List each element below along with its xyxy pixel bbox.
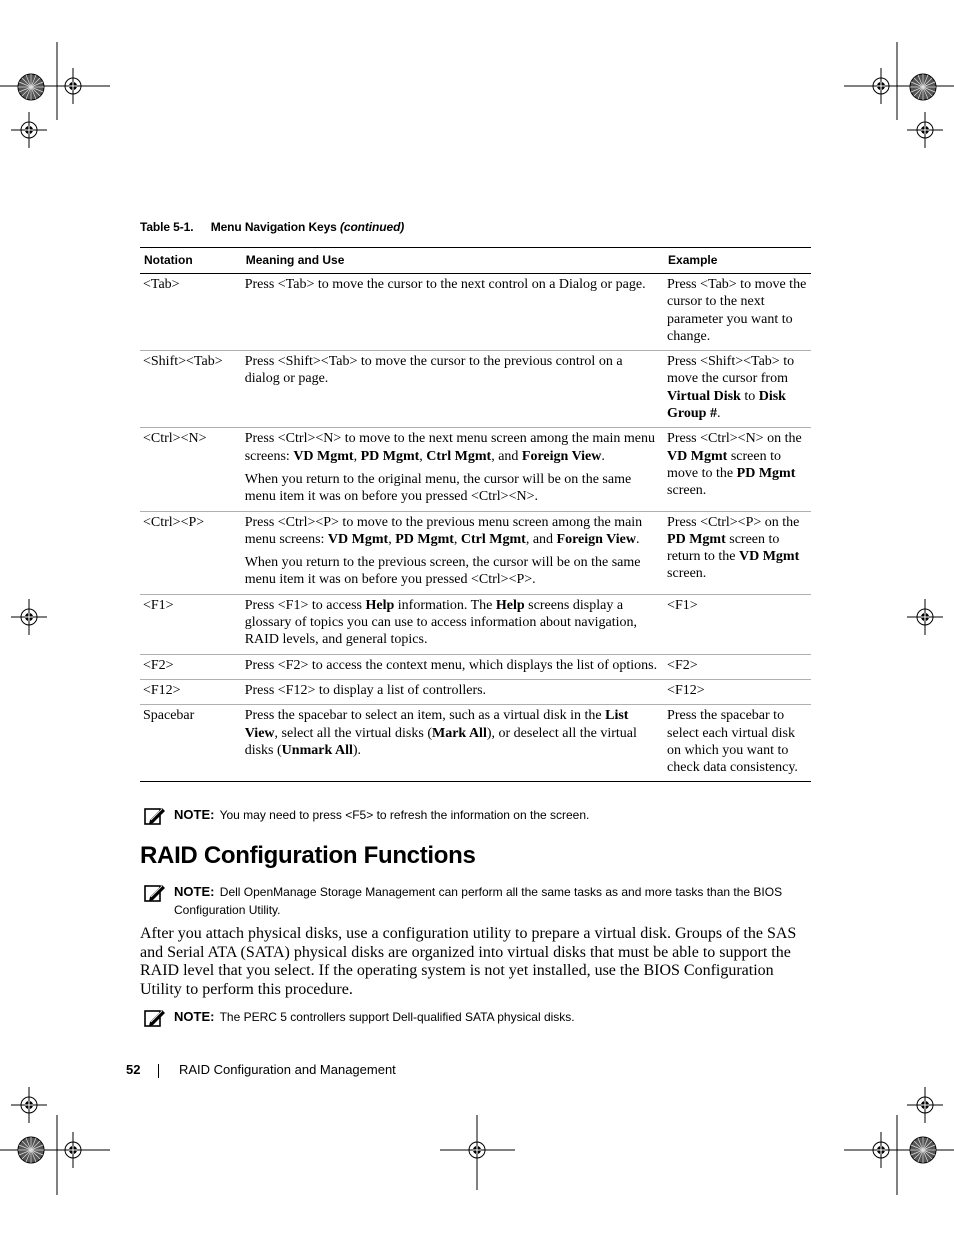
cell-meaning: Press <F2> to access the context menu, which displays the list of options. xyxy=(242,654,664,679)
cell-meaning: Press the spacebar to select an item, such as a virtual disk in the List View, select all the virtual disks (Mark All), or deselect all the virtual disks (Unmark All). xyxy=(242,705,664,782)
note-label: NOTE: xyxy=(174,884,215,899)
cell-notation: <F1> xyxy=(140,594,242,654)
header-meaning: Meaning and Use xyxy=(242,248,664,274)
cell-example: <F12> xyxy=(664,679,811,704)
body-paragraph: After you attach physical disks, use a configuration utility to prepare a virtual disk. Groups of the SAS and Serial ATA (SATA) physical disks are organized into virtual disks that must be able to support the RAID level that you select. If the operating system is not yet installed, use the BIOS Configuration Utility to perform this procedure. xyxy=(140,925,797,998)
footer-chapter-title: RAID Configuration and Management xyxy=(179,1062,396,1077)
note-text: Dell OpenManage Storage Management can perform all the same tasks as and more tasks than the BIOS Configuration Utility. xyxy=(174,885,783,917)
cell-meaning: Press <Ctrl><P> to move to the previous menu screen among the main menu screens: VD Mgmt, PD Mgmt, Ctrl Mgmt, and Foreign View. When you return to the previous screen, the cursor will be on the same menu item it was on before you pressed <Ctrl><P>. xyxy=(242,511,664,594)
note-text: You may need to press <F5> to refresh the information on the screen. xyxy=(219,808,590,822)
footer-divider xyxy=(158,1064,159,1078)
table-caption xyxy=(140,220,404,234)
pencil-note-icon xyxy=(144,883,166,903)
cell-meaning: Press <Tab> to move the cursor to the next control on a Dialog or page. xyxy=(242,274,664,351)
note-label: NOTE: xyxy=(174,807,215,822)
pencil-note-icon xyxy=(144,806,166,826)
cell-meaning: Press <Shift><Tab> to move the cursor to the previous control on a dialog or page. xyxy=(242,351,664,428)
cell-notation: Spacebar xyxy=(140,705,242,782)
table-row xyxy=(140,428,811,511)
cell-example: <F1> xyxy=(664,594,811,654)
page-number: 52 xyxy=(126,1062,141,1077)
note-label: NOTE: xyxy=(174,1009,215,1024)
cell-notation: <Ctrl><P> xyxy=(140,511,242,594)
header-example: Example xyxy=(664,248,811,274)
cell-example: Press <Ctrl><N> on the VD Mgmt screen to move to the PD Mgmt screen. xyxy=(664,428,811,511)
table-row xyxy=(140,679,811,704)
cell-notation: <F2> xyxy=(140,654,242,679)
cell-meaning: Press <F12> to display a list of controllers. xyxy=(242,679,664,704)
cell-example: Press the spacebar to select each virtual disk on which you want to check data consistency. xyxy=(664,705,811,782)
table-caption-title: Menu Navigation Keys xyxy=(210,220,337,234)
cell-notation: <Tab> xyxy=(140,274,242,351)
note-text: The PERC 5 controllers support Dell-qualified SATA physical disks. xyxy=(219,1010,575,1024)
section-title: RAID Configuration Functions xyxy=(140,842,476,869)
header-notation: Notation xyxy=(140,248,242,274)
cell-example: Press <Tab> to move the cursor to the next parameter you want to change. xyxy=(664,274,811,351)
table-caption-number: Table 5-1. xyxy=(140,220,194,234)
table-row xyxy=(140,594,811,654)
table-row xyxy=(140,351,811,428)
cell-example: Press <Shift><Tab> to move the cursor from Virtual Disk to Disk Group #. xyxy=(664,351,811,428)
cell-notation: <F12> xyxy=(140,679,242,704)
table-body xyxy=(140,274,811,782)
table-header-row xyxy=(140,248,811,274)
table-row xyxy=(140,274,811,351)
cell-example: <F2> xyxy=(664,654,811,679)
cell-example: Press <Ctrl><P> on the PD Mgmt screen to return to the VD Mgmt screen. xyxy=(664,511,811,594)
cell-meaning: Press <F1> to access Help information. The Help screens display a glossary of topics you can use to access information about navigation, RAID levels, and general topics. xyxy=(242,594,664,654)
table-row xyxy=(140,511,811,594)
cell-meaning: Press <Ctrl><N> to move to the next menu screen among the main menu screens: VD Mgmt, PD Mgmt, Ctrl Mgmt, and Foreign View. When you return to the original menu, the cursor will be on the same menu item it was on before you pressed <Ctrl><N>. xyxy=(242,428,664,511)
cell-notation: <Shift><Tab> xyxy=(140,351,242,428)
cell-notation: <Ctrl><N> xyxy=(140,428,242,511)
table-caption-continued: (continued) xyxy=(339,220,405,234)
table-row xyxy=(140,705,811,782)
menu-navigation-keys-table xyxy=(140,247,811,782)
table-row xyxy=(140,654,811,679)
pencil-note-icon xyxy=(144,1008,166,1028)
